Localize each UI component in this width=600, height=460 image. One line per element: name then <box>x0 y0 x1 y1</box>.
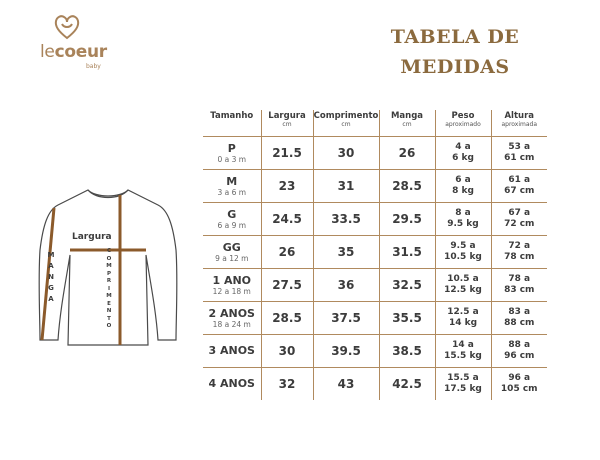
peso-cell-line: 4 a <box>455 142 471 152</box>
vertical-label-letter: A <box>48 262 54 270</box>
column-header <box>203 110 261 137</box>
altura-cell-line: 105 cm <box>500 384 538 394</box>
column-header-label: Manga <box>390 111 424 121</box>
comprimento-cell: 39.5 <box>313 335 379 368</box>
table-header-row <box>203 110 547 137</box>
heart-knot-icon <box>52 12 82 42</box>
vertical-label-letter: I <box>107 285 111 292</box>
size-label: M <box>226 174 238 188</box>
largura-cell: 26 <box>261 236 313 269</box>
largura-cell: 24.5 <box>261 203 313 236</box>
altura-cell-line: 83 a <box>508 307 531 317</box>
peso-cell-line: 10.5 kg <box>444 252 482 262</box>
vertical-label-letter: R <box>106 278 112 284</box>
largura-cell: 32 <box>261 368 313 401</box>
vertical-label-letter: M <box>47 251 55 259</box>
largura-cell: 30 <box>261 335 313 368</box>
size-label: 2 ANOS <box>208 306 255 320</box>
brand-subtitle: baby <box>86 63 101 70</box>
peso-cell <box>435 170 491 203</box>
altura-cell-line: 53 a <box>508 142 531 152</box>
size-cell <box>203 368 261 401</box>
column-header <box>435 110 491 137</box>
largura-cell: 28.5 <box>261 302 313 335</box>
column-header <box>261 110 313 137</box>
peso-cell-line: 8 kg <box>452 186 474 196</box>
altura-cell-line: 67 a <box>508 208 531 218</box>
size-label: GG <box>222 240 241 254</box>
peso-cell-line: 6 a <box>455 175 471 185</box>
column-header-unit: aproximada <box>501 121 538 128</box>
peso-cell-line: 6 kg <box>452 153 474 163</box>
size-label: P <box>227 141 236 155</box>
brand-logo <box>18 12 118 72</box>
vertical-label-letter: A <box>48 295 54 303</box>
age-range: 9 a 12 m <box>215 253 249 263</box>
manga-cell: 35.5 <box>379 302 435 335</box>
table-row <box>203 368 547 401</box>
age-range: 18 a 24 m <box>212 319 251 329</box>
vertical-label-letter: N <box>106 308 112 314</box>
size-cell <box>203 335 261 368</box>
vertical-label-letter: C <box>106 248 112 254</box>
column-header-label: Tamanho <box>210 111 254 121</box>
manga-label <box>46 250 56 305</box>
peso-cell-line: 14 kg <box>448 318 478 328</box>
size-label: 4 ANOS <box>208 377 255 390</box>
largura-cell: 27.5 <box>261 269 313 302</box>
altura-cell-line: 83 cm <box>504 285 535 295</box>
altura-cell-line: 96 cm <box>504 351 535 361</box>
manga-cell: 38.5 <box>379 335 435 368</box>
vertical-label-letter: O <box>106 255 112 262</box>
peso-cell-line: 17.5 kg <box>444 384 482 394</box>
column-header-unit: cm <box>282 121 292 128</box>
altura-cell <box>491 203 547 236</box>
peso-cell-line: 12.5 kg <box>444 285 482 295</box>
largura-label: Largura <box>72 232 112 242</box>
column-header-label: Largura <box>268 111 306 121</box>
altura-cell <box>491 335 547 368</box>
size-label: G <box>227 207 237 221</box>
comprimento-cell: 31 <box>313 170 379 203</box>
peso-cell <box>435 368 491 401</box>
manga-cell: 26 <box>379 137 435 170</box>
manga-cell: 31.5 <box>379 236 435 269</box>
altura-cell-line: 96 a <box>508 373 531 383</box>
table-row <box>203 269 547 302</box>
table-row <box>203 137 547 170</box>
peso-cell-line: 10.5 a <box>447 274 479 284</box>
peso-cell-line: 15.5 a <box>447 373 479 383</box>
altura-cell <box>491 137 547 170</box>
column-header <box>491 110 547 137</box>
age-range: 0 a 3 m <box>217 154 247 164</box>
peso-cell-line: 9.5 a <box>450 241 476 251</box>
vertical-label-letter: T <box>107 315 111 322</box>
table-row <box>203 302 547 335</box>
peso-cell <box>435 203 491 236</box>
vertical-label-letter: G <box>48 284 54 292</box>
age-range: 3 a 6 m <box>217 187 247 197</box>
brand-name: lecoeur <box>40 42 107 62</box>
peso-cell-line: 15.5 kg <box>444 351 482 361</box>
altura-cell-line: 78 cm <box>504 252 535 262</box>
peso-cell <box>435 335 491 368</box>
column-header <box>379 110 435 137</box>
altura-cell-line: 72 a <box>508 241 531 251</box>
altura-cell-line: 72 cm <box>504 219 535 229</box>
altura-cell-line: 67 cm <box>504 186 535 196</box>
vertical-label-letter: M <box>106 263 112 269</box>
age-range: 6 a 9 m <box>217 220 247 230</box>
size-cell <box>203 170 261 203</box>
manga-cell: 28.5 <box>379 170 435 203</box>
comprimento-cell: 43 <box>313 368 379 401</box>
table-row <box>203 170 547 203</box>
peso-cell <box>435 236 491 269</box>
peso-cell <box>435 269 491 302</box>
altura-cell-line: 61 a <box>508 175 531 185</box>
column-header-unit: cm <box>402 121 412 128</box>
title-line-1: TABELA DE <box>390 26 520 48</box>
vertical-label-letter: P <box>106 270 112 277</box>
comprimento-cell: 37.5 <box>313 302 379 335</box>
manga-cell: 42.5 <box>379 368 435 401</box>
peso-cell-line: 9.5 kg <box>447 219 479 229</box>
largura-cell: 23 <box>261 170 313 203</box>
comprimento-cell: 35 <box>313 236 379 269</box>
comprimento-cell: 30 <box>313 137 379 170</box>
table-row <box>203 203 547 236</box>
comprimento-cell: 36 <box>313 269 379 302</box>
column-header-unit: cm <box>341 121 351 128</box>
altura-cell <box>491 236 547 269</box>
manga-cell: 29.5 <box>379 203 435 236</box>
size-label: 1 ANO <box>212 273 252 287</box>
altura-cell <box>491 269 547 302</box>
altura-cell <box>491 302 547 335</box>
title-line-2: MEDIDAS <box>400 56 510 78</box>
column-header-label: Peso <box>451 111 475 121</box>
column-header-unit: aproximado <box>445 121 481 128</box>
size-cell <box>203 137 261 170</box>
size-table <box>203 110 547 400</box>
table-row <box>203 335 547 368</box>
peso-cell-line: 8 a <box>455 208 471 218</box>
altura-cell-line: 78 a <box>508 274 531 284</box>
peso-cell-line: 12.5 a <box>447 307 479 317</box>
peso-cell <box>435 137 491 170</box>
size-cell <box>203 236 261 269</box>
altura-cell-line: 61 cm <box>504 153 535 163</box>
size-label: 3 ANOS <box>208 344 255 357</box>
comprimento-label <box>104 248 114 331</box>
largura-cell: 21.5 <box>261 137 313 170</box>
page-title <box>375 22 535 82</box>
altura-cell-line: 88 a <box>508 340 531 350</box>
altura-cell <box>491 170 547 203</box>
age-range: 12 a 18 m <box>212 286 251 296</box>
peso-cell <box>435 302 491 335</box>
vertical-label-letter: M <box>106 293 112 299</box>
column-header-label: Comprimento <box>313 111 379 121</box>
altura-cell-line: 88 cm <box>504 318 535 328</box>
table-row <box>203 236 547 269</box>
column-header-label: Altura <box>504 111 535 121</box>
size-cell <box>203 203 261 236</box>
size-cell <box>203 269 261 302</box>
peso-cell-line: 14 a <box>452 340 474 350</box>
comprimento-cell: 33.5 <box>313 203 379 236</box>
vertical-label-letter: E <box>107 300 111 307</box>
manga-cell: 32.5 <box>379 269 435 302</box>
altura-cell <box>491 368 547 401</box>
vertical-label-letter: O <box>106 323 112 329</box>
column-header <box>313 110 379 137</box>
vertical-label-letter: N <box>48 273 54 281</box>
size-cell <box>203 302 261 335</box>
